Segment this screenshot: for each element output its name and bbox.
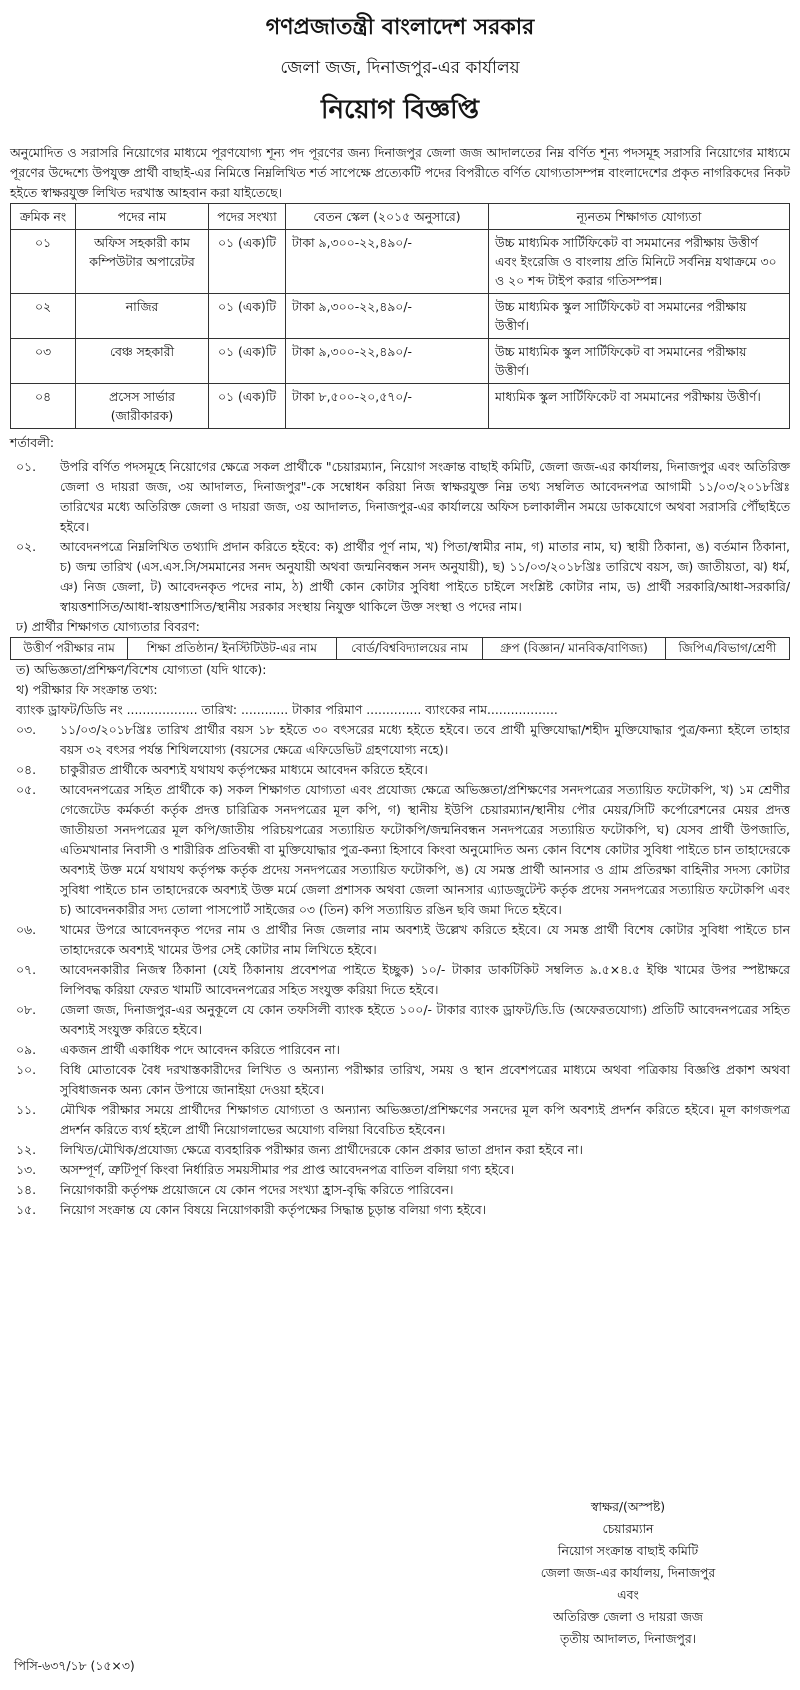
cell-post-name: অফিস সহকারী কাম কম্পিউটার অপারেটর [76,230,209,294]
edu-col-institute: শিক্ষা প্রতিষ্ঠান/ ইনস্টিটিউট-এর নাম [128,638,337,660]
notice-title: নিয়োগ বিজ্ঞপ্তি [321,95,479,125]
condition-item [10,1140,790,1160]
condition-item [10,537,790,617]
condition-text: আবেদনপত্রের সহিত প্রার্থীকে ক) সকল শিক্ষাগত যোগ্যতা এবং প্রযোজ্য ক্ষেত্রে অভিজ্ঞতা/প্রশিক্ষণের সনদপত্রের সত্যায়িত ফটোকপি, খ) ১ম শ্রেণীর গেজেটেড কর্মকর্তা কর্তৃক প্রদত্ত চারিত্রিক সনদপত্রের মূল কপি, গ) স্থানীয় ইউপি চেয়ারম্যান/স্থানীয় পৌর মেয়র/সিটি কর্পোরেশনের মেয়র প্রদত্ত জাতীয়তা সনদপত্রের মূল কপি/জাতীয় পরিচয়পত্রের সত্যায়িত ফটোকপি/জন্মনিবন্ধন সনদপত্রের সত্যায়িত ফটোকপি, ঘ) যেসব প্রার্থী উপজাতি, এতিমখানার নিবাসী ও শারীরিক প্রতিবন্ধী বা মুক্তিযোদ্ধার পুত্র-কন্যা হিসাবে কিংবা অনুমোদিত অন্য কোন বিশেষ কোটার সুবিধা পাইতে চান তাহাদেরকে অবশ্যই উক্ত মর্মে যথাযথ কর্তৃপক্ষ কর্তৃক প্রদেয় সনদপত্রের সত্যায়িত ফটোকপি, ঙ) যে সমস্ত প্রার্থী আনসার ও গ্রাম প্রতিরক্ষা বাহিনীর সদস্য কোটার সুবিধা পাইতে চান তাহাদেরকে অবশ্যই উক্ত মর্মে জেলা প্রশাসক অথবা জেলা আনসার এ্যাডজুটেন্ট কর্তৃক প্রদেয় সনদপত্রের সত্যায়িত ফটোকপি এবং চ) আবেদনকারীর সদ্য তোলা পাসপোর্ট সাইজের ০৩ (তিন) কপি সত্যায়িত রঙিন ছবি জমা দিতে হইবে। [60,782,790,917]
condition-number: ০৯. [16,1042,37,1057]
condition-item [10,1200,790,1220]
cell-post-name: নাজির [76,294,209,339]
condition-number: ০৬. [16,922,37,937]
condition-item [10,457,790,537]
cell-qualification: উচ্চ মাধ্যমিক স্কুল সার্টিফিকেট বা সমমানের পরীক্ষায় উত্তীর্ণ। [489,339,790,384]
condition-item [10,1040,790,1060]
condition-text: চাকুরীরত প্রার্থীকে অবশ্যই যথাযথ কর্তৃপক্ষের মাধ্যমে আবেদন করিতে হইবে। [60,762,428,777]
notice-page [10,6,790,1220]
edu-col-exam: উত্তীর্ণ পরীক্ষার নাম [11,638,128,660]
condition-number: ১৩. [16,1162,37,1177]
condition-text: বিধি মোতাবেক বৈধ দরখাস্তকারীদের লিখিত ও অন্যান্য পরীক্ষার তারিখ, সময় ও স্থান প্রবেশপত্রের মাধ্যমে অথবা পত্রিকায় বিজ্ঞপ্তি প্রকাশ অথবা সুবিধাজনক অন্য কোন উপায়ে জানাইয়া দেওয়া হইবে। [60,1062,790,1097]
condition-text: খামের উপরে আবেদনকৃত পদের নাম ও প্রার্থীর নিজ জেলার নাম অবশ্যই উল্লেখ করিতে হইবে। যে সমস্ত প্রার্থী বিশেষ কোটার সুবিধা পাইতে চান তাহাদেরকে অবশ্যই খামের উপর সেই কোটার নাম লিখিতে হইবে। [60,922,790,957]
signature-committee: নিয়োগ সংক্রান্ত বাছাই কমিটি [557,1543,699,1558]
col-serial: ক্রমিক নং [11,204,76,230]
condition-text: জেলা জজ, দিনাজপুর-এর অনুকূলে যে কোন তফসিলী ব্যাংক হইতে ১০০/- টাকার ব্যাংক ড্রাফট/ডি.ডি (অফেরতযোগ্য) প্রতিটি আবেদনপত্রের সহিত অবশ্যই সংযুক্ত করিতে হইবে। [60,1002,790,1037]
condition-number: ০৭. [16,962,37,977]
condition-number: ১২. [16,1142,37,1157]
signature-and: এবং [617,1587,639,1602]
condition-text: আবেদনপত্রে নিম্নলিখিত তথ্যাদি প্রদান করিতে হইবে: ক) প্রার্থীর পূর্ণ নাম, খ) পিতা/স্বামীর নাম, গ) মাতার নাম, ঘ) স্থায়ী ঠিকানা, ঙ) বর্তমান ঠিকানা, চ) জন্ম তারিখ (এস.এস.সি/সমমানের সনদ অনুযায়ী অথবা জন্মনিবন্ধন সনদ অনুযায়ী), ছ) ১১/০৩/২০১৮খ্রিঃ তারিখে বয়স, জ) জাতীয়তা, ঝ) ধর্ম, ঞ) নিজ জেলা, ট) আবেদনকৃত পদের নাম, ঠ) প্রার্থী কোন কোটার সুবিধা পাইতে চাইলে সংশ্লিষ্ট কোটার নাম, ড) প্রার্থী সরকারি/আধা-সরকারি/ স্বায়ত্তশাসিত/আধা-স্বায়ত্তশাসিত/স্থানীয় সরকার সংস্থায় নিযুক্ত থাকিলে উক্ত সংস্থা ও পদের নাম। [60,539,790,614]
condition-number: ১৪. [16,1182,37,1197]
intro-paragraph: অনুমোদিত ও সরাসরি নিয়োগের মাধ্যমে পূরণযোগ্য শূন্য পদ পূরণের জন্য দিনাজপুর জেলা জজ আদালতের নিম্ন বর্ণিত শূন্য পদসমূহ সরাসরি নিয়োগের মাধ্যমে পূরণের উদ্দেশ্যে উপযুক্ত প্রার্থী বাছাই-এর নিমিত্তে নিম্নলিখিত শর্ত সাপেক্ষে প্রত্যেকটি পদের বিপরীতে বর্ণিত যোগ্যতাসম্পন্ন বাংলাদেশের প্রকৃত নাগরিকদের নিকট হইতে স্বাক্ষরযুক্ত লিখিত দরখাস্ত আহবান করা যাইতেছে। [10,145,790,200]
col-post-count: পদের সংখ্যা [209,204,286,230]
cell-serial: ০১ [11,230,76,294]
condition-item [10,1000,790,1040]
condition-number: ১৫. [16,1202,37,1217]
condition-number: ০৫. [16,782,37,797]
cell-pay-scale: টাকা ৯,৩০০-২২,৪৯০/- [286,339,489,384]
signature-court: তৃতীয় আদালত, দিনাজপুর। [559,1631,697,1646]
condition-text: উপরি বর্ণিত পদসমূহে নিয়োগের ক্ষেত্রে সকল প্রার্থীকে "চেয়ারম্যান, নিয়োগ সংক্রান্ত বাছাই কমিটি, জেলা জজ-এর কার্যালয়, দিনাজপুর এবং অতিরিক্ত জেলা ও দায়রা জজ, ৩য় আদালত, দিনাজপুর"-কে সম্বোধন করিয়া নিজ স্বাক্ষরযুক্ত নিম্ন তথ্য সম্বলিত আবেদনপত্র আগামী ১১/০৩/২০১৮খ্রিঃ তারিখের মধ্যে অতিরিক্ত জেলা ও দায়রা জজ, ৩য় আদালত, দিনাজপুর-এর কার্যালয়ে অফিস চলাকালীন সময়ে ডাকযোগে অথবা সরাসরি পৌঁছাইতে হইবে। [60,459,790,534]
condition-number: ১১. [16,1102,37,1117]
education-table [10,637,790,660]
posts-table [10,203,790,429]
cell-serial: ০২ [11,294,76,339]
condition-text: আবেদনকারীর নিজস্ব ঠিকানা (যেই ঠিকানায় প্রবেশপত্র পাইতে ইচ্ছুক) ১০/- টাকার ডাকটিকিট সম্বলিত ৯.৫×৪.৫ ইঞ্চি খামের উপর স্পষ্টাক্ষরে লিপিবদ্ধ করিয়া ফেরত খামটি আবেদনপত্রের সহিত সংযুক্ত করিয়া দিতে হইবে। [60,962,790,997]
cell-qualification: উচ্চ মাধ্যমিক সার্টিফিকেট বা সমমানের পরীক্ষায় উত্তীর্ণ এবং ইংরেজি ও বাংলায় প্রতি মিনিটে সর্বনিম্ন যথাক্রমে ৩০ ও ২০ শব্দ টাইপ করার গতিসম্পন্ন। [489,230,790,294]
table-row [11,339,790,384]
signature-office: জেলা জজ-এর কার্যালয়, দিনাজপুর [540,1565,716,1580]
cell-post-count: ০১ (এক)টি [209,294,286,339]
condition-item [10,1060,790,1100]
education-title: ঢ) প্রার্থীর শিক্ষাগত যোগ্যতার বিবরণ: [16,619,200,634]
condition-number: ০৮. [16,1002,37,1017]
col-post-name: পদের নাম [76,204,209,230]
govt-heading: গণপ্রজাতন্ত্রী বাংলাদেশ সরকার [265,15,535,40]
col-qualification: ন্যূনতম শিক্ষাগত যোগ্যতা [489,204,790,230]
condition-item [10,760,790,780]
cell-post-count: ০১ (এক)টি [209,230,286,294]
condition-item [10,1160,790,1180]
condition-text: ১১/০৩/২০১৮খ্রিঃ তারিখ প্রার্থীর বয়স ১৮ হইতে ৩০ বৎসরের মধ্যে হইতে হইবে। তবে প্রার্থী মুক্তিযোদ্ধা/শহীদ মুক্তিযোদ্ধার পুত্র/কন্যা হইলে তাহার বয়স ৩২ বৎসর পর্যন্ত শিথিলযোগ্য (বয়সের ক্ষেত্রে এফিডেভিট গ্রহণযোগ্য নহে)। [60,722,790,757]
cell-pay-scale: টাকা ৯,৩০০-২২,৪৯০/- [286,230,489,294]
table-row [11,230,790,294]
office-heading: জেলা জজ, দিনাজপুর-এর কার্যালয় [280,58,520,78]
cell-qualification: মাধ্যমিক স্কুল সার্টিফিকেট বা সমমানের পরীক্ষায় উত্তীর্ণ। [489,384,790,429]
condition-number: ০৪. [16,762,37,777]
col-pay-scale: বেতন স্কেল (২০১৫ অনুসারে) [286,204,489,230]
cell-qualification: উচ্চ মাধ্যমিক স্কুল সার্টিফিকেট বা সমমানের পরীক্ষায় উত্তীর্ণ। [489,294,790,339]
exam-fee-line: থ) পরীক্ষার ফি সংক্রান্ত তথ্য: [16,682,158,697]
condition-item [10,920,790,960]
cell-post-count: ০১ (এক)টি [209,384,286,429]
cell-serial: ০৩ [11,339,76,384]
signature-text: স্বাক্ষর/(অস্পষ্ট) [590,1499,666,1514]
edu-col-group: গ্রুপ (বিজ্ঞান/ মানবিক/বাণিজ্য) [483,638,665,660]
cell-post-count: ০১ (এক)টি [209,339,286,384]
condition-text: নিয়োগকারী কর্তৃপক্ষ প্রয়োজনে যে কোন পদের সংখ্যা হ্রাস-বৃদ্ধি করিতে পারিবেন। [60,1182,454,1197]
signature-role: চেয়ারম্যান [602,1521,654,1536]
cell-post-name: প্রসেস সার্ভার (জারীকারক) [76,384,209,429]
cell-post-name: বেঞ্চ সহকারী [76,339,209,384]
cell-serial: ০৪ [11,384,76,429]
condition-item [10,960,790,1000]
condition-number: ১০. [16,1062,37,1077]
cell-pay-scale: টাকা ৯,৩০০-২২,৪৯০/- [286,294,489,339]
condition-item [10,1100,790,1140]
memo-number: পিসি-৬৩৭/১৮ (১৫×৩) [14,1658,135,1673]
experience-line: ত) অভিজ্ঞতা/প্রশিক্ষণ/বিশেষ যোগ্যতা (যদি থাকে): [16,662,267,677]
condition-text: লিখিত/মৌখিক/প্রযোজ্য ক্ষেত্রে ব্যবহারিক পরীক্ষার জন্য প্রার্থীদেরকে কোন প্রকার ভাতা প্রদান করা হইবে না। [60,1142,583,1157]
signature-block [478,1496,778,1650]
edu-col-gpa: জিপিএ/বিভাগ/শ্রেণী [665,638,789,660]
condition-item [10,720,790,760]
condition-number: ০৩. [16,722,37,737]
table-row [11,384,790,429]
condition-text: মৌখিক পরীক্ষার সময়ে প্রার্থীদের শিক্ষাগত যোগ্যতা ও অন্যান্য অভিজ্ঞতা/প্রশিক্ষণের সনদের মূল কপি অবশ্যই প্রদর্শন করিতে হইবে। মূল কাগজপত্র প্রদর্শন করিতে ব্যর্থ হইলে প্রার্থী নিয়োগলাভের অযোগ্য বলিয়া বিবেচিত হইবেন। [60,1102,790,1137]
condition-number: ০১. [16,459,37,474]
condition-text: অসম্পূর্ণ, ত্রুটিপূর্ণ কিংবা নির্ধারিত সময়সীমার পর প্রাপ্ত আবেদনপত্র বাতিল বলিয়া গণ্য হইবে। [60,1162,515,1177]
edu-col-board: বোর্ড/বিশ্ববিদ্যালয়ের নাম [336,638,483,660]
education-table-header [11,638,790,660]
table-row [11,294,790,339]
cell-pay-scale: টাকা ৮,৫০০-২০,৫৭০/- [286,384,489,429]
condition-text: একজন প্রার্থী একাধিক পদে আবেদন করিতে পারিবেন না। [60,1042,340,1057]
signature-judge: অতিরিক্ত জেলা ও দায়রা জজ [553,1609,703,1624]
posts-table-header [11,204,790,230]
condition-item [10,1180,790,1200]
bank-draft-line: ব্যাংক ড্রাফট/ডিডি নং .................. তারিখ: ............ টাকার পরিমাণ .............. ব্যাংকের নাম.................. [16,702,558,717]
conditions-title: শর্তাবলী: [10,435,55,450]
condition-item [10,780,790,920]
condition-text: নিয়োগ সংক্রান্ত যে কোন বিষয়ে নিয়োগকারী কর্তৃপক্ষের সিদ্ধান্ত চূড়ান্ত বলিয়া গণ্য হইবে। [60,1202,487,1217]
condition-number: ০২. [16,539,37,554]
